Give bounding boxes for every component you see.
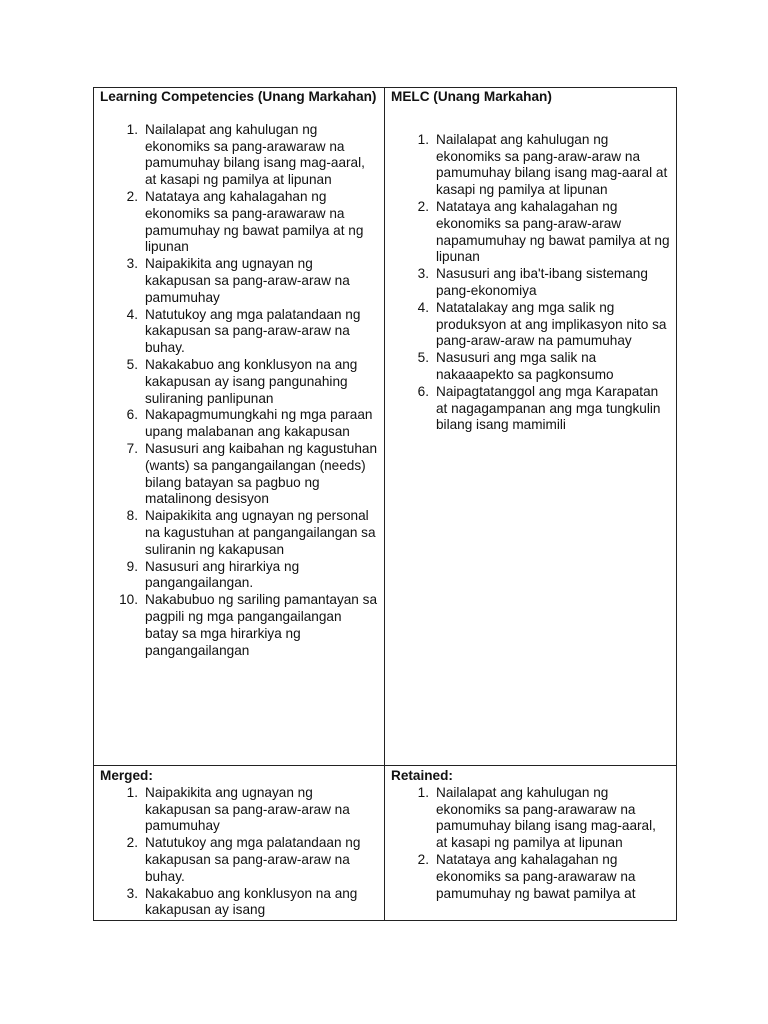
melc-list (391, 132, 670, 434)
merged-list (100, 785, 378, 918)
item-text: Naipakikita ang ugnayan ng kakapusan sa pang-araw-araw na pamumuhay (145, 784, 350, 834)
item-text: Natataya ang kahalagahan ng ekonomiks sa pang-arawaraw na pamumuhay ng bawat pamilya at (436, 851, 636, 901)
item-number: 2. (417, 851, 429, 867)
list-item (100, 508, 378, 558)
competency-table (93, 87, 677, 921)
item-number: 10. (119, 592, 138, 608)
list-item (100, 189, 378, 256)
item-number: 2. (126, 188, 138, 204)
item-text: Nasusuri ang hirarkiya ng pangangailangan. (145, 558, 300, 591)
item-text: Nailalapat ang kahulugan ng ekonomiks sa pang-arawaraw na pamumuhay bilang isang mag-aaral, at kasapi ng pamilya at lipunan (145, 121, 365, 188)
item-number: 5. (417, 350, 429, 366)
item-number: 2. (126, 835, 138, 851)
list-item (100, 122, 378, 189)
cell-heading: Retained: (391, 768, 453, 783)
item-text: Nakakabuo ang konklusyon na ang kakapusan ay isang pangunahing suliraning panlipunan (145, 356, 358, 406)
list-item (391, 384, 670, 434)
list-item (391, 132, 670, 199)
item-text: Nailalapat ang kahulugan ng ekonomiks sa pang-arawaraw na pamumuhay bilang isang mag-aaral, at kasapi ng pamilya at lipunan (436, 784, 656, 851)
list-item (391, 785, 670, 852)
retained-list (391, 785, 670, 903)
competency-list (100, 122, 378, 660)
cell-heading: Learning Competencies (Unang Markahan) (100, 89, 377, 104)
item-text: Nasusuri ang mga salik na nakaaapekto sa pagkonsumo (436, 350, 614, 382)
item-text: Nakakabuo ang konklusyon na ang kakapusan ay isang (145, 885, 358, 918)
table-row (94, 766, 677, 921)
item-number: 1. (126, 121, 138, 137)
list-item (100, 835, 378, 885)
item-number: 3. (417, 266, 429, 282)
item-number: 2. (417, 198, 429, 214)
item-text: Natutukoy ang mga palatandaan ng kakapusan sa pang-araw-araw na buhay. (145, 835, 361, 884)
item-text: Naipagtatanggol ang mga Karapatan at nagagampanan ang mga tungkulin bilang isang mamimili (436, 383, 661, 433)
item-text: Natataya ang kahalagahan ng ekonomiks sa pang-arawaraw na pamumuhay ng bawat pamilya at ng lipunan (145, 188, 364, 255)
list-item (100, 785, 378, 835)
list-item (391, 266, 670, 300)
item-number: 6. (126, 407, 138, 423)
item-text: Nakapagmumungkahi ng mga paraan upang malabanan ang kakapusan (145, 407, 373, 440)
item-text: Nailalapat ang kahulugan ng ekonomiks sa pang-araw-araw na pamumuhay bilang isang mag-aaral at kasapi ng pamilya at lipunan (436, 131, 668, 198)
list-item (100, 407, 378, 441)
item-text: Naipakikita ang ugnayan ng personal na kagustuhan at pangangailangan sa suliranin ng kakapusan (145, 508, 376, 557)
list-item (100, 441, 378, 508)
table-row (94, 88, 677, 766)
item-text: Nakabubuo ng sariling pamantayan sa pagpili ng mga pangangailangan batay sa mga hirarkiya ng pangangailangan (145, 592, 378, 658)
retained-cell (385, 766, 677, 921)
list-item (100, 559, 378, 593)
item-number: 8. (126, 508, 138, 524)
cell-heading: Merged: (100, 768, 153, 783)
learning-competencies-cell (94, 88, 385, 766)
list-item (100, 886, 378, 918)
item-text: Nasusuri ang kaibahan ng kagustuhan (wants) sa pangangailangan (needs) bilang batayan sa pagbuo ng matalinong desisyon (145, 440, 378, 507)
item-number: 4. (126, 306, 138, 322)
melc-cell (385, 88, 677, 766)
list-item (391, 199, 670, 266)
item-number: 4. (417, 299, 429, 315)
item-text: Natataya ang kahalagahan ng ekonomiks sa pang-araw-araw napamumuhay ng bawat pamilya at ng lipunan (436, 198, 670, 265)
item-number: 3. (126, 885, 138, 901)
item-text: Natutukoy ang mga palatandaan ng kakapusan sa pang-araw-araw na buhay. (145, 306, 361, 356)
list-item (100, 256, 378, 306)
item-number: 1. (126, 784, 138, 800)
list-item (100, 357, 378, 407)
item-number: 1. (417, 131, 429, 147)
list-item (391, 350, 670, 384)
item-number: 9. (126, 558, 138, 574)
list-item (100, 592, 378, 659)
item-number: 3. (126, 256, 138, 272)
cell-heading: MELC (Unang Markahan) (391, 89, 552, 104)
item-text: Naipakikita ang ugnayan ng kakapusan sa pang-araw-araw na pamumuhay (145, 256, 350, 305)
list-item (391, 300, 670, 350)
item-number: 7. (126, 440, 138, 456)
item-number: 6. (417, 383, 429, 399)
item-number: 1. (417, 784, 429, 800)
item-text: Natatalakay ang mga salik ng produksyon at ang implikasyon nito sa pang-araw-araw na pamumuhay (436, 299, 667, 349)
item-number: 5. (126, 356, 138, 372)
merged-cell (94, 766, 385, 921)
item-text: Nasusuri ang iba't-ibang sistemang pang-ekonomiya (436, 266, 648, 298)
list-item (391, 852, 670, 902)
list-item (100, 307, 378, 357)
